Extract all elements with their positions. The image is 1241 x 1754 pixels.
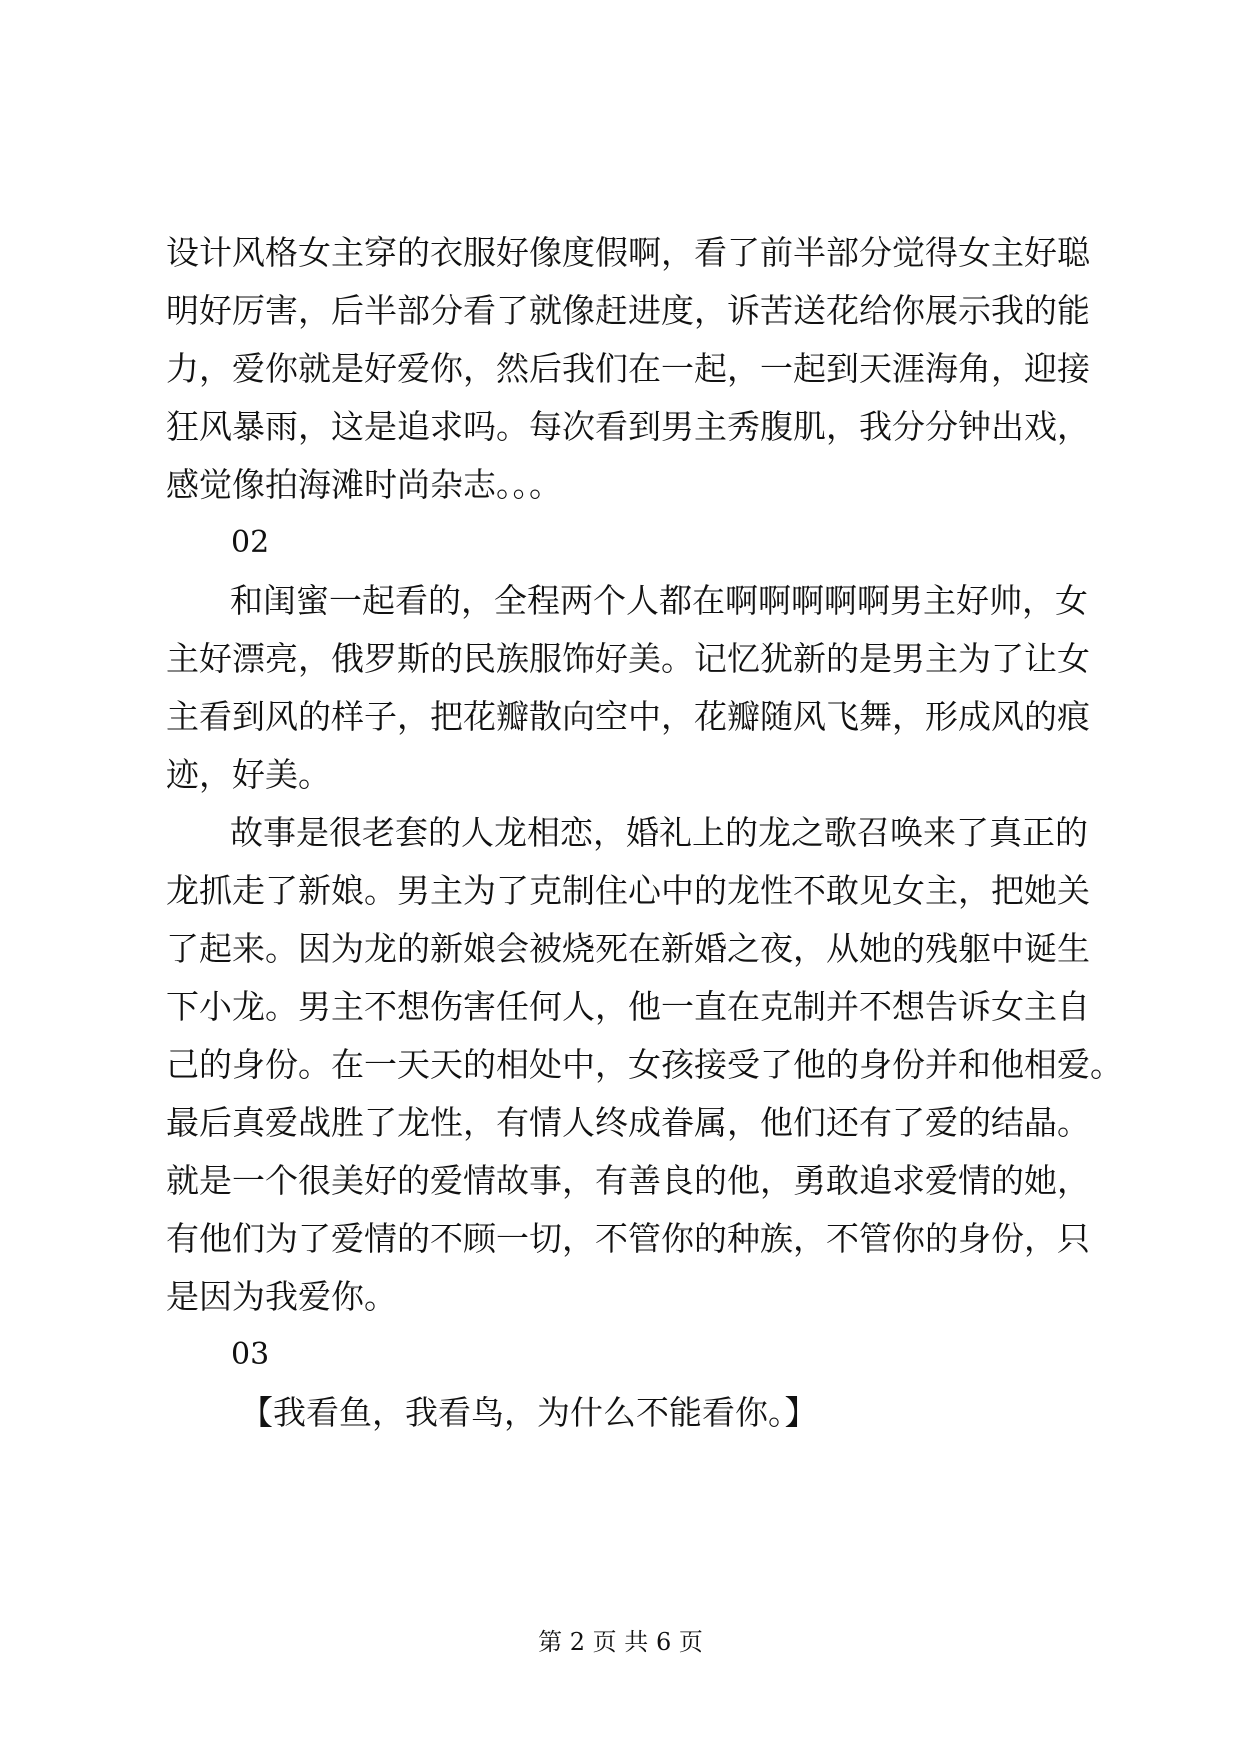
text-line: 龙抓走了新娘。男主为了克制住心中的龙性不敢见女主，把她关 bbox=[166, 871, 1090, 910]
text-line: 故事是很老套的人龙相恋，婚礼上的龙之歌召唤来了真正的 bbox=[230, 813, 1088, 852]
text-line: 明好厉害，后半部分看了就像赶进度，诉苦送花给你展示我的能 bbox=[166, 291, 1090, 330]
document-body bbox=[166, 224, 1123, 1442]
text-line: 最后真爱战胜了龙性，有情人终成眷属，他们还有了爱的结晶。 bbox=[166, 1103, 1090, 1142]
text-line: 和闺蜜一起看的，全程两个人都在啊啊啊啊啊男主好帅，女 bbox=[230, 581, 1088, 620]
text-line: 狂风暴雨，这是追求吗。每次看到男主秀腹肌，我分分钟出戏， bbox=[166, 407, 1090, 446]
text-line: 主看到风的样子，把花瓣散向空中，花瓣随风飞舞，形成风的痕 bbox=[166, 697, 1090, 736]
text-line: 己的身份。在一天天的相处中，女孩接受了他的身份并和他相爱。 bbox=[166, 1045, 1123, 1084]
text-line: 力，爱你就是好爱你，然后我们在一起，一起到天涯海角，迎接 bbox=[166, 349, 1090, 388]
text-line: 就是一个很美好的爱情故事，有善良的他，勇敢追求爱情的她， bbox=[166, 1161, 1090, 1200]
text-line: 了起来。因为龙的新娘会被烧死在新婚之夜，从她的残躯中诞生 bbox=[166, 929, 1090, 968]
page-footer: 第 2 页 共 6 页 bbox=[538, 1628, 703, 1656]
section-number: 02 bbox=[231, 525, 270, 560]
text-line: 感觉像拍海滩时尚杂志。。。 bbox=[166, 465, 562, 504]
text-line: 设计风格女主穿的衣服好像度假啊，看了前半部分觉得女主好聪 bbox=[166, 233, 1090, 272]
text-line: 迹，好美。 bbox=[166, 755, 331, 794]
text-line: 有他们为了爱情的不顾一切，不管你的种族，不管你的身份，只 bbox=[166, 1219, 1090, 1258]
text-line: 是因为我爱你。 bbox=[166, 1277, 397, 1316]
section-number: 03 bbox=[231, 1337, 270, 1372]
text-line: 主好漂亮，俄罗斯的民族服饰好美。记忆犹新的是男主为了让女 bbox=[166, 639, 1090, 678]
text-line: 下小龙。男主不想伤害任何人，他一直在克制并不想告诉女主自 bbox=[166, 987, 1090, 1026]
quote-line: 【我看鱼，我看鸟，为什么不能看你。】 bbox=[240, 1393, 818, 1432]
